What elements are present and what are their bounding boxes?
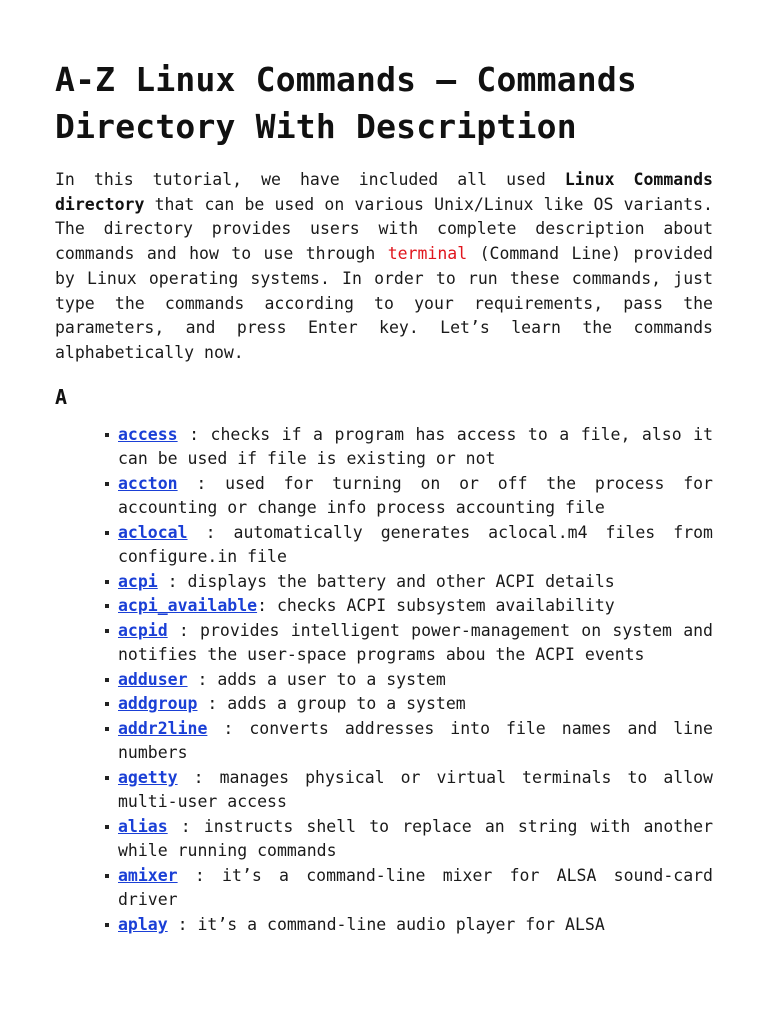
list-item: [118, 472, 713, 521]
bullet-icon: [105, 776, 109, 780]
command-description: : adds a user to a system: [187, 669, 446, 689]
command-description: : instructs shell to replace an string with another while running commands: [118, 816, 713, 861]
list-item: [118, 570, 713, 595]
command-link[interactable]: aclocal: [118, 522, 188, 542]
list-item: [118, 594, 713, 619]
bullet-icon: [105, 678, 109, 682]
command-description: : automatically generates aclocal.m4 files from configure.in file: [118, 522, 713, 567]
command-description: : checks if a program has access to a file, also it can be used if file is existing or not: [118, 424, 713, 469]
command-link[interactable]: alias: [118, 816, 168, 836]
bullet-icon: [105, 433, 109, 437]
command-description: : it’s a command-line mixer for ALSA sound-card driver: [118, 865, 713, 910]
command-description: : it’s a command-line audio player for ALSA: [167, 914, 605, 934]
command-link[interactable]: agetty: [118, 767, 178, 787]
list-item: [118, 815, 713, 864]
command-link[interactable]: accton: [118, 473, 178, 493]
command-link[interactable]: adduser: [118, 669, 188, 689]
bullet-icon: [105, 727, 109, 731]
intro-bold-phrase: Linux Commands directory: [55, 170, 713, 214]
list-item: [118, 692, 713, 717]
list-item: [118, 668, 713, 693]
list-item: [118, 864, 713, 913]
bullet-icon: [105, 604, 109, 608]
bullet-icon: [105, 825, 109, 829]
command-description: : provides intelligent power-management on system and notifies the user-space programs abou the ACPI events: [118, 620, 713, 665]
bullet-icon: [105, 629, 109, 633]
command-description: : manages physical or virtual terminals to allow multi-user access: [118, 767, 713, 812]
intro-text-1: In this tutorial, we have included all used: [55, 170, 565, 189]
bullet-icon: [105, 874, 109, 878]
command-description: : used for turning on or off the process for accounting or change info process accounting file: [118, 473, 713, 518]
command-link[interactable]: acpi: [118, 571, 158, 591]
intro-paragraph: [55, 168, 713, 366]
command-description: : converts addresses into file names and line numbers: [118, 718, 713, 763]
command-link[interactable]: acpi_available: [118, 596, 258, 616]
list-item: [118, 717, 713, 766]
command-link[interactable]: amixer: [118, 865, 178, 885]
list-item: [118, 619, 713, 668]
command-link[interactable]: access: [118, 424, 178, 444]
bullet-icon: [105, 482, 109, 486]
command-link[interactable]: acpid: [118, 620, 168, 640]
terminal-link[interactable]: terminal: [387, 244, 468, 264]
intro-text-2: that can be used on various Unix/Linux like OS variants. The directory provides users with complete description about commands and how to use through: [55, 194, 713, 264]
bullet-icon: [105, 702, 109, 706]
bullet-icon: [105, 580, 109, 584]
bullet-icon: [105, 923, 109, 927]
command-description: : displays the battery and other ACPI details: [157, 571, 615, 591]
list-item: [118, 766, 713, 815]
command-link[interactable]: addgroup: [118, 694, 198, 714]
command-description: : checks ACPI subsystem availability: [257, 596, 615, 616]
bullet-icon: [105, 531, 109, 535]
command-description: : adds a group to a system: [197, 694, 466, 714]
list-item: [118, 521, 713, 570]
command-link[interactable]: aplay: [118, 914, 168, 934]
list-item: [118, 913, 713, 938]
command-list: [55, 423, 713, 938]
intro-text-3: (Command Line) provided by Linux operating systems. In order to run these commands, just type the commands according to your requirements, pass the parameters, and press Enter key. Let’s learn the commands alphabetically now.: [55, 244, 713, 362]
page-title: A-Z Linux Commands – Commands Directory With Description: [55, 60, 637, 146]
section-heading-a: A: [55, 384, 68, 409]
command-link[interactable]: addr2line: [118, 718, 208, 738]
list-item: [118, 423, 713, 472]
